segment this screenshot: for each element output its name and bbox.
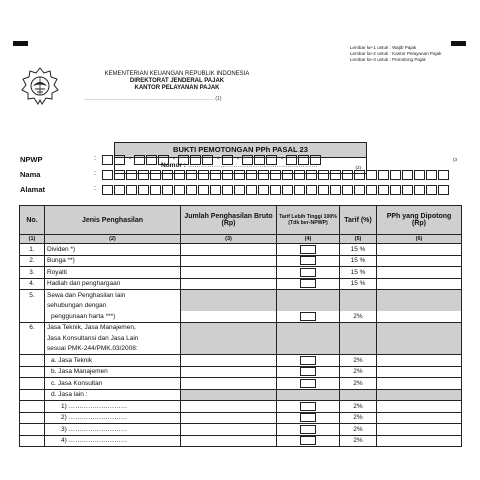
char-box[interactable] [282,185,293,195]
col-index-6: (6) [377,235,462,244]
char-box[interactable] [270,185,281,195]
higher-rate-cell [277,344,340,355]
income-type: Dividen *) [45,244,181,256]
income-type: 4) ……………………… [45,435,181,447]
tax-office-fill-line[interactable]: …………………………………………………………………… (1) [84,96,222,102]
row-number: 1. [20,244,45,256]
char-box[interactable] [354,185,365,195]
gross-amount-cell[interactable] [181,322,277,333]
char-box[interactable] [438,170,449,180]
issuer-header [82,71,272,92]
row-number [20,412,45,424]
higher-rate-cell [277,255,340,267]
higher-rate-cell [277,311,340,322]
row-number [20,401,45,413]
income-type: c. Jasa Konsultan [45,378,181,390]
char-box[interactable] [210,170,221,180]
char-box[interactable] [306,185,317,195]
char-box[interactable] [138,185,149,195]
withheld-tax-cell[interactable] [377,435,462,447]
gross-amount-cell[interactable] [181,290,277,301]
income-type: b. Jasa Manajemen [45,366,181,378]
char-box[interactable] [150,170,161,180]
income-type: Bunga **) [45,255,181,267]
alamat-boxes[interactable] [102,184,450,195]
ministry-name: KEMENTERIAN KEUANGAN REPUBLIK INDONESIA [104,71,250,77]
gross-amount-cell[interactable] [181,244,277,256]
gross-amount-cell[interactable] [181,366,277,378]
tax-rate: 2% [340,435,377,447]
row-number [20,424,45,436]
withheld-tax-cell[interactable] [377,424,462,436]
higher-rate-cell [277,244,340,256]
table-row [20,412,462,424]
col-header-no: No. [20,206,45,235]
tax-rate [340,389,377,401]
higher-rate-cell [277,355,340,367]
income-type: 2) ……………………… [45,412,181,424]
higher-rate-cell [277,278,340,290]
char-box[interactable] [198,170,209,180]
char-box[interactable] [162,185,173,195]
income-type: sehubungan dengan [45,301,181,312]
gross-amount-cell[interactable] [181,378,277,390]
char-box[interactable] [222,170,233,180]
garuda-emblem-icon [20,66,60,106]
char-box[interactable] [390,185,401,195]
nama-boxes[interactable] [102,169,450,180]
higher-rate-cell [277,424,340,436]
withheld-tax-cell[interactable] [377,355,462,367]
char-box[interactable] [270,170,281,180]
col-header-bruto: Jumlah Penghasilan Bruto (Rp) [181,206,277,235]
tax-rate: 15 % [340,278,377,290]
tax-rate [340,322,377,333]
tax-rate: 2% [340,424,377,436]
table-row [20,344,462,355]
col-header-jenis: Jenis Penghasilan [45,206,181,235]
row-number [20,301,45,312]
row-number [20,344,45,355]
char-box[interactable] [186,185,197,195]
row-number [20,355,45,367]
tax-rate: 2% [340,378,377,390]
char-box[interactable] [438,185,449,195]
table-row [20,290,462,301]
char-box[interactable] [246,185,257,195]
nama-label: Nama [20,170,41,179]
higher-rate-checkbox[interactable] [300,312,316,321]
table-row [20,378,462,390]
char-box[interactable] [222,185,233,195]
higher-rate-cell [277,301,340,312]
char-box[interactable] [342,185,353,195]
char-box[interactable] [330,185,341,195]
char-box[interactable] [210,185,221,195]
row-number [20,366,45,378]
copy-note-2: Lembar ke-2 untuk : Kantor Pelayanan Pajak [350,51,442,56]
directorate-name: DIREKTORAT JENDERAL PAJAK [129,78,225,84]
npwp-colon: : [94,155,96,162]
char-box[interactable] [306,170,317,180]
table-row [20,301,462,312]
income-type: 1) ……………………… [45,401,181,413]
npwp-label: NPWP [20,155,43,164]
char-box[interactable] [318,170,329,180]
col-header-pph: PPh yang Dipotong (Rp) [377,206,462,235]
income-type: penggunaan harta ***) [45,311,181,322]
row-number: 6. [20,322,45,333]
gross-amount-cell[interactable] [181,401,277,413]
withheld-tax-cell[interactable] [377,278,462,290]
char-box[interactable] [246,170,257,180]
income-type: Hadiah dan penghargaan [45,278,181,290]
char-box[interactable] [258,185,269,195]
tax-rate [340,344,377,355]
gross-amount-cell[interactable] [181,344,277,355]
tax-rate: 2% [340,412,377,424]
withheld-tax-cell[interactable] [377,389,462,401]
col-header-tarif: Tarif (%) [340,206,377,235]
col-index-4: (4) [277,235,340,244]
char-box[interactable] [330,170,341,180]
gross-amount-cell[interactable] [181,435,277,447]
char-box[interactable] [354,170,365,180]
gross-amount-cell[interactable] [181,255,277,267]
alamat-colon: : [94,185,96,192]
higher-rate-checkbox[interactable] [300,279,316,288]
table-row [20,311,462,322]
char-box[interactable] [186,170,197,180]
higher-rate-cell [277,401,340,413]
row-number: 3. [20,267,45,279]
tax-rate [340,301,377,312]
table-row [20,333,462,344]
higher-rate-cell [277,366,340,378]
char-box[interactable] [318,185,329,195]
withheld-tax-cell[interactable] [377,255,462,267]
nama-colon: : [94,170,96,177]
col-index-2: (2) [45,235,181,244]
char-box[interactable] [162,170,173,180]
table-row [20,322,462,333]
char-box[interactable] [234,185,245,195]
row-number [20,311,45,322]
char-box[interactable] [114,185,125,195]
gross-amount-cell[interactable] [181,412,277,424]
char-box[interactable] [198,185,209,195]
higher-rate-cell [277,378,340,390]
row-number [20,435,45,447]
table-row [20,435,462,447]
table-row [20,389,462,401]
tax-rate: 15 % [340,244,377,256]
higher-rate-checkbox[interactable] [300,413,316,422]
char-box[interactable] [378,170,389,180]
higher-rate-checkbox[interactable] [300,356,316,365]
withheld-tax-cell[interactable] [377,311,462,322]
withheld-tax-cell[interactable] [377,366,462,378]
gross-amount-cell[interactable] [181,424,277,436]
higher-rate-checkbox[interactable] [300,268,316,277]
tax-rate: 15 % [340,255,377,267]
tax-rate: 2% [340,401,377,413]
char-box[interactable] [402,170,413,180]
col-header-tarif-tinggi: Tarif Lebih Tinggi 100% (Tdk ber-NPWP) [277,206,340,235]
col-index-5: (5) [340,235,377,244]
tax-rate [340,333,377,344]
char-box[interactable] [234,170,245,180]
withheld-tax-cell[interactable] [377,322,462,333]
table-row [20,278,462,290]
char-box[interactable] [366,185,377,195]
char-box[interactable] [138,170,149,180]
tax-rate: 2% [340,311,377,322]
char-box[interactable] [414,185,425,195]
gross-amount-cell[interactable] [181,389,277,401]
table-row [20,267,462,279]
higher-rate-checkbox[interactable] [300,425,316,434]
char-box[interactable] [294,170,305,180]
higher-rate-cell [277,333,340,344]
nomor-field[interactable]: …………………………………………………… [187,162,318,169]
withheld-tax-cell[interactable] [377,301,462,312]
higher-rate-checkbox[interactable] [300,402,316,411]
income-type: a. Jasa Teknik [45,355,181,367]
row-number [20,378,45,390]
withheld-tax-cell[interactable] [377,244,462,256]
table-row [20,366,462,378]
char-box[interactable] [150,185,161,195]
income-table [19,205,462,447]
row-number: 4. [20,278,45,290]
char-box[interactable] [126,185,137,195]
higher-rate-cell [277,290,340,301]
char-box[interactable] [294,185,305,195]
table-row [20,244,462,256]
char-box[interactable] [378,185,389,195]
higher-rate-checkbox[interactable] [300,436,316,445]
higher-rate-cell [277,322,340,333]
npwp-boxes[interactable]: - - - - - [102,154,322,165]
row-number [20,389,45,401]
higher-rate-checkbox[interactable] [300,256,316,265]
income-type: 3) ……………………… [45,424,181,436]
withheld-tax-cell[interactable] [377,412,462,424]
char-box[interactable] [114,170,125,180]
nomor-label: Nomor : [161,162,186,169]
char-box[interactable] [126,170,137,180]
tax-rate: 2% [340,355,377,367]
income-type: sesuai PMK-244/PMK.03/2008: [45,344,181,355]
higher-rate-cell [277,389,340,401]
higher-rate-checkbox[interactable] [300,367,316,376]
alamat-label: Alamat [20,185,46,194]
gross-amount-cell[interactable] [181,278,277,290]
higher-rate-cell [277,412,340,424]
char-box[interactable] [258,170,269,180]
char-box[interactable] [282,170,293,180]
income-type: Royalti [45,267,181,279]
table-row [20,424,462,436]
char-box[interactable] [366,170,377,180]
higher-rate-checkbox[interactable] [300,379,316,388]
char-box[interactable] [402,185,413,195]
char-box[interactable] [174,170,185,180]
npwp-note: (3 [453,157,458,162]
gross-amount-cell[interactable] [181,301,277,312]
copy-note-1: Lembar ke-1 untuk : Wajib Pajak [350,45,417,50]
col-index-1: (1) [20,235,45,244]
char-box[interactable] [426,185,437,195]
char-box[interactable] [342,170,353,180]
income-type: Sewa dan Penghasilan lain [45,290,181,301]
withheld-tax-cell[interactable] [377,344,462,355]
withheld-tax-cell[interactable] [377,378,462,390]
income-type: d. Jasa lain : [45,389,181,401]
row-number [20,333,45,344]
gross-amount-cell[interactable] [181,311,277,322]
withheld-tax-cell[interactable] [377,267,462,279]
copy-note-3: Lembar ke-3 untuk : Pemotong Pajak [350,57,426,62]
gross-amount-cell[interactable] [181,267,277,279]
char-box[interactable] [174,185,185,195]
income-type: Jasa Konsultansi dan Jasa Lain [45,333,181,344]
higher-rate-checkbox[interactable] [300,245,316,254]
higher-rate-cell [277,435,340,447]
tax-office-name: KANTOR PELAYANAN PAJAK [134,85,220,91]
withheld-tax-cell[interactable] [377,333,462,344]
copy-distribution-note [350,45,441,63]
income-type: Jasa Teknik, Jasa Manajemen, [45,322,181,333]
tax-rate: 2% [340,366,377,378]
withheld-tax-cell[interactable] [377,290,462,301]
table-row [20,355,462,367]
tax-rate: 15 % [340,267,377,279]
tax-rate [340,290,377,301]
char-box[interactable] [414,170,425,180]
registration-mark-left [13,41,28,46]
char-box[interactable] [426,170,437,180]
higher-rate-cell [277,267,340,279]
char-box[interactable] [390,170,401,180]
withheld-tax-cell[interactable] [377,401,462,413]
char-box[interactable] [102,170,113,180]
table-row [20,255,462,267]
nomor-note: (2) [355,165,361,170]
document-title: BUKTI PEMOTONGAN PPh PASAL 23 [115,143,366,158]
gross-amount-cell[interactable] [181,355,277,367]
col-index-3: (3) [181,235,277,244]
char-box[interactable] [102,185,113,195]
registration-mark-right [451,41,466,46]
gross-amount-cell[interactable] [181,333,277,344]
row-number: 2. [20,255,45,267]
table-row [20,401,462,413]
row-number: 5. [20,290,45,301]
